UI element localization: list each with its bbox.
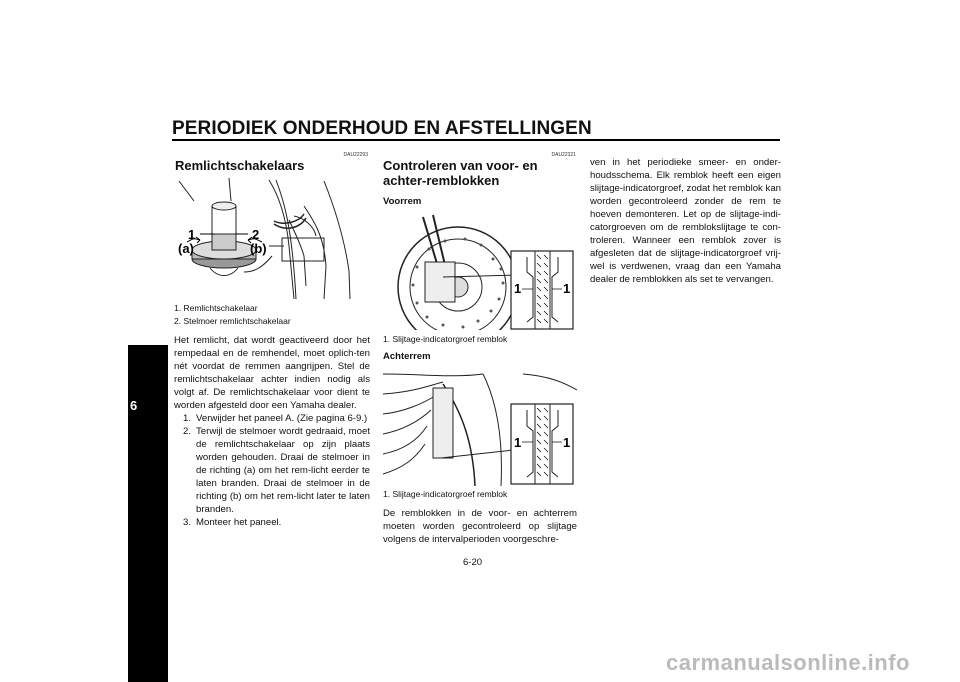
middle-doc-code: DAU22321: [551, 152, 576, 158]
front-brake-label: Voorrem: [383, 196, 422, 207]
left-doc-code: DAU22293: [343, 152, 368, 158]
front-callout-right: 1: [563, 281, 571, 296]
section-tab-number: 6: [130, 398, 138, 413]
left-steps-list: [174, 412, 370, 529]
front-caption: 1. Slijtage-indicatorgroef remblok: [383, 334, 508, 344]
rear-caption: 1. Slijtage-indicatorgroef remblok: [383, 489, 508, 499]
middle-body: [383, 507, 577, 546]
right-body: [590, 156, 781, 286]
brake-light-switch-figure: [174, 176, 369, 299]
middle-section-title: [383, 158, 578, 188]
front-brake-label-wrap: [383, 196, 421, 207]
watermark: carmanualsonline.info: [666, 650, 910, 675]
callout-b: (b): [250, 241, 267, 256]
header-rule: [172, 139, 780, 141]
left-caption-1: 1. Remlichtschakelaar: [174, 303, 258, 313]
rear-callout-right: 1: [563, 435, 571, 450]
list-item: 3. Monteer het paneel.: [182, 517, 282, 528]
callout-2: 2: [252, 227, 260, 242]
callout-1: 1: [188, 227, 196, 242]
rear-brake-figure: [383, 364, 577, 486]
front-brake-illustration: [383, 207, 577, 330]
left-caption-2: 2. Stelmoer remlichtschakelaar: [174, 316, 291, 326]
page-number: 6-20: [463, 557, 483, 568]
front-brake-figure: [383, 207, 577, 330]
list-item: 1. Verwijder het paneel A. (Zie pagina 6-9.): [182, 413, 368, 424]
section-tab: [128, 345, 168, 682]
page-header-title: PERIODIEK ONDERHOUD EN AFSTELLINGEN: [172, 118, 592, 139]
brake-pads-paragraph: De remblokken in de voor- en achterrem moeten worden gecontroleerd op slijtage volgens de intervalperioden voorgeschre-: [383, 508, 577, 545]
left-intro-paragraph: Het remlicht, dat wordt geactiveerd door het rempedaal en de remhendel, moet oplich-ten nét voordat de remmen aangrijpen. Stel de remlichtschakelaar achter indien nodig als volgt af. De remlichtschakelaar voor dient te worden afgesteld door een Yamaha dealer.: [174, 335, 370, 411]
brake-light-switch-illustration: [174, 176, 369, 299]
left-body: [174, 334, 370, 529]
callout-a: (a): [178, 241, 194, 256]
rear-brake-label: Achterrem: [383, 351, 431, 362]
brake-pads-heading: Controleren van voor- en achter-remblokken: [383, 158, 538, 188]
rear-brake-label-wrap: [383, 351, 431, 362]
brake-pads-paragraph-continued: ven in het periodieke smeer- en onder-houdsschema. Elk remblok heeft een eigen slijtage-indicatorgroef, zodat het remblok kan worden gecontroleerd zonder de rem te hoeven demonteren. Let op de slijtage-indi-catorgroeven om de remblokslijtage te con-troleren. Wanneer een remblok zover is afgesleten dat de slijtage-indicatorgroef vrij-wel is verdwenen, vraag dan een Yamaha dealer de remblokken als set te vervangen.: [590, 157, 781, 285]
rear-brake-illustration: [383, 364, 577, 486]
rear-callout-left: 1: [514, 435, 522, 450]
front-callout-left: 1: [514, 281, 522, 296]
left-section-title: [175, 158, 370, 173]
list-item: 2. Terwijl de stelmoer wordt gedraaid, moet de remlichtschakelaar op zijn plaats worden gehouden. Draai de stelmoer in de richting (a) om het rem-licht eerder te laten branden. Draai de stelmoer in de richting (b) om het rem-licht later te laten branden.: [182, 426, 370, 515]
brake-light-switch-heading: Remlichtschakelaars: [175, 158, 305, 173]
